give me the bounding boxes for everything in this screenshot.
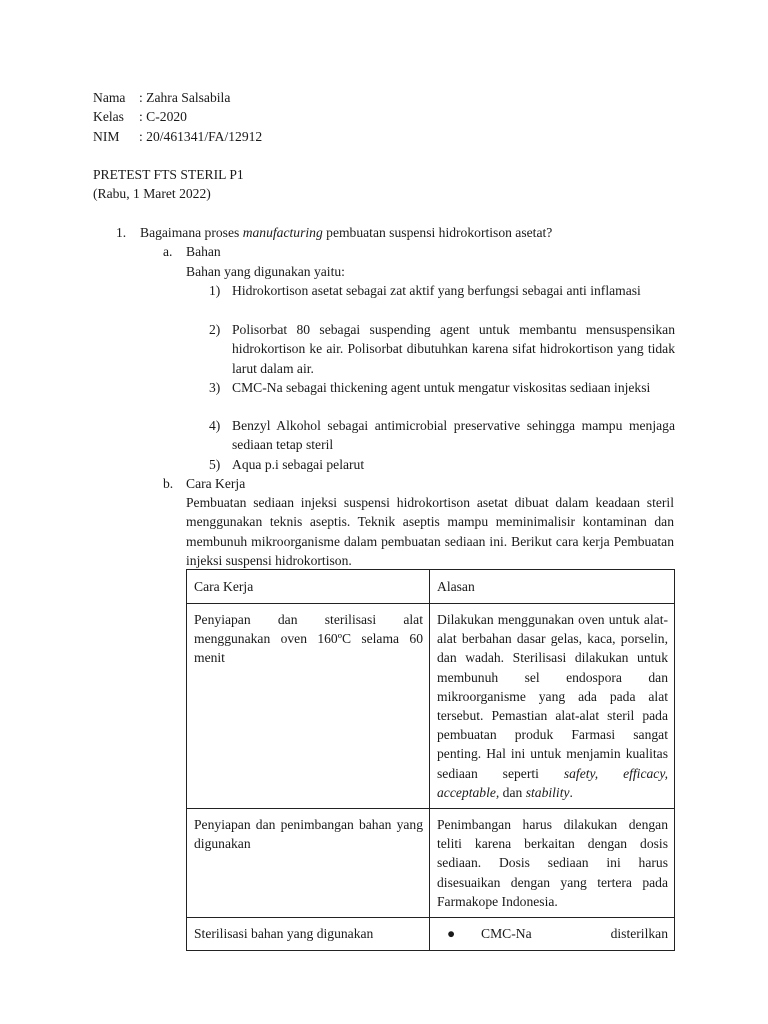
nim-row (93, 127, 262, 146)
name-value: : Zahra Salsabila (139, 90, 231, 105)
table-row (187, 809, 675, 918)
list-item-text: Polisorbat 80 sebagai suspending agent untuk membantu mensuspensikan hidrokortison ke air. Polisorbat dibutuhkan karena sifat hidrokortison yang tidak larut dalam air. (232, 322, 675, 376)
bullet-item (437, 924, 668, 943)
table-cell-step: Penyiapan dan penimbangan bahan yang digunakan (187, 809, 430, 918)
question-number: 1. (116, 225, 127, 240)
name-label: Nama (93, 90, 126, 105)
bullet-icon: ● (447, 926, 456, 942)
reason-text: Dilakukan menggunakan oven untuk alat-alat berbahan dasar gelas, kaca, porselin, dan wadah. Sterilisasi dilakukan untuk membunuh sel endospora dan mikroorganisme yang ada pada alat tersebut. Pemastian alat-alat steril pada pembuatan produk Farmasi sangat penting. Hal ini untuk menjamin kualitas sediaan seperti (437, 612, 668, 781)
table-cell-reason (430, 604, 675, 809)
table-row (187, 918, 675, 951)
list-item-text: CMC-Na sebagai thickening agent untuk mengatur viskositas sediaan injeksi (232, 380, 651, 395)
table-cell-step: Sterilisasi bahan yang digunakan (187, 918, 430, 951)
bullet-word: CMC-Na (481, 926, 532, 942)
list-item-number: 5) (209, 457, 221, 472)
reason-italic-2: stability (525, 784, 570, 800)
section-b-title: Cara Kerja (186, 476, 246, 491)
table-header-cell: Alasan (430, 570, 675, 604)
list-item-text: Aqua p.i sebagai pelarut (232, 457, 365, 472)
question-text-before: Bagaimana proses (140, 225, 243, 240)
document-date: (Rabu, 1 Maret 2022) (93, 186, 211, 201)
table-header-row (187, 570, 675, 604)
list-item-number: 2) (209, 322, 221, 337)
section-b-letter: b. (163, 476, 174, 491)
reason-italic: safety, efficacy, acceptable, (437, 765, 669, 800)
list-item-number: 4) (209, 418, 221, 433)
bullet-text (481, 924, 668, 943)
list-item-text: Benzyl Alkohol sebagai antimicrobial preservative sehingga mampu menjaga sediaan tetap steril (232, 418, 675, 453)
identity-block (93, 88, 262, 146)
list-item (209, 281, 675, 319)
list-item-number: 1) (209, 283, 221, 298)
class-row (93, 107, 262, 126)
section-b-paragraph: Pembuatan sediaan injeksi suspensi hidrokortison asetat dibuat dalam keadaan steril menggunakan teknis aseptis. Teknik aseptis mampu meminimalisir kontaminan dan membunuh mikroorganisme dalam pembuatan sediaan ini. Berikut cara kerja Pembuatan injeksi suspensi hidrokortison. (186, 495, 674, 569)
reason-end: . (569, 784, 573, 800)
list-item (209, 455, 675, 474)
table-cell-reason (430, 918, 675, 951)
reason-mid: dan (499, 784, 526, 800)
class-label: Kelas (93, 109, 124, 125)
section-a-title: Bahan (186, 244, 221, 259)
procedure-table (186, 569, 675, 951)
table-row (187, 604, 675, 809)
nim-label: NIM (93, 128, 120, 144)
question-text-after: pembuatan suspensi hidrokortison asetat? (322, 225, 553, 240)
bullet-word: disterilkan (610, 926, 668, 942)
question-text (140, 223, 552, 242)
document-title: PRETEST FTS STERIL P1 (93, 167, 244, 182)
list-item (209, 378, 675, 416)
section-a-letter: a. (163, 244, 173, 259)
list-item (209, 416, 675, 454)
list-item (209, 320, 675, 378)
table-cell-step: Penyiapan dan sterilisasi alat menggunakan oven 160ºC selama 60 menit (187, 604, 430, 809)
class-value: : C-2020 (139, 109, 187, 125)
nim-value: : 20/461341/FA/12912 (139, 128, 263, 144)
list-item-number: 3) (209, 380, 221, 395)
list-item-text: Hidrokortison asetat sebagai zat aktif yang berfungsi sebagai anti inflamasi (232, 283, 641, 298)
table-header-cell: Cara Kerja (187, 570, 430, 604)
question-text-italic: manufacturing (242, 225, 323, 240)
name-row (93, 88, 262, 107)
table-cell-reason: Penimbangan harus dilakukan dengan teliti karena berkaitan dengan dosis sediaan. Dosis sediaan ini harus disesuaikan dengan yang tertera pada Farmakope Indonesia. (430, 809, 675, 918)
section-a-intro: Bahan yang digunakan yaitu: (186, 264, 345, 279)
